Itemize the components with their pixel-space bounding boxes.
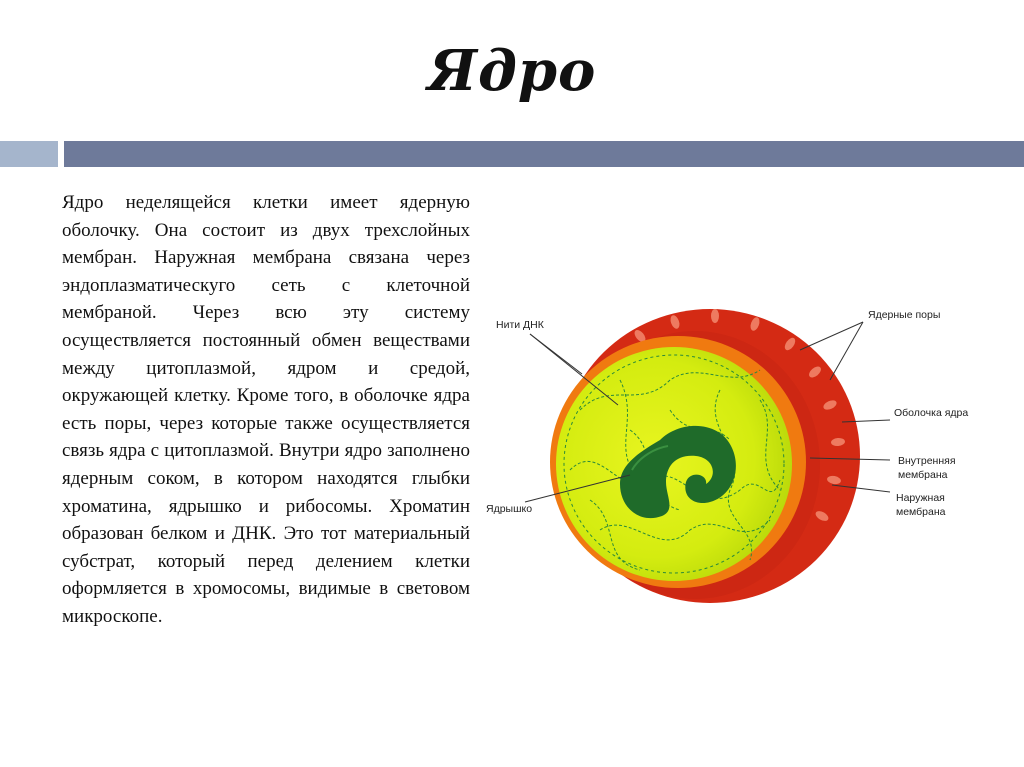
label-nucleolus: Ядрышко bbox=[486, 503, 533, 515]
label-outer-membrane-1: Наружная bbox=[896, 492, 945, 504]
label-nuclear-pores: Ядерные поры bbox=[868, 309, 941, 321]
header-divider-bar bbox=[64, 141, 1024, 167]
label-dna-threads: Нити ДНК bbox=[496, 319, 544, 331]
slide-title: Ядро bbox=[427, 38, 597, 104]
header-accent-bar bbox=[0, 141, 58, 167]
label-outer-membrane-2: мембрана bbox=[896, 506, 946, 518]
body-paragraph: Ядро неделящейся клетки имеет ядерную оболочку. Она состоит из двух трехслойных мембран. Наружная мембрана связана через эндоплазматическуго сеть с клеточной мембраной. Через всю эту систему осуществляется постоянный обмен веществами между цитоплазмой, ядром и средой, окружающей клетку. Кроме того, в оболочке ядра есть поры, через которые также осуществляется связь ядра с цитоплазмой. Внутри ядро заполнено ядерным соком, в котором находятся глыбки хроматина, ядрышко и рибосомы. Хроматин образован белком и ДНК. Это тот материальный субстрат, который перед делением клетки оформляется в хромосомы, видимые в световом микроскопе. bbox=[62, 192, 470, 627]
nucleoplasm bbox=[556, 347, 792, 581]
label-inner-membrane-1: Внутренняя bbox=[898, 455, 956, 467]
nucleus-diagram bbox=[470, 270, 990, 640]
label-inner-membrane-2: мембрана bbox=[898, 469, 948, 481]
label-nuclear-envelope: Оболочка ядра bbox=[894, 407, 969, 419]
